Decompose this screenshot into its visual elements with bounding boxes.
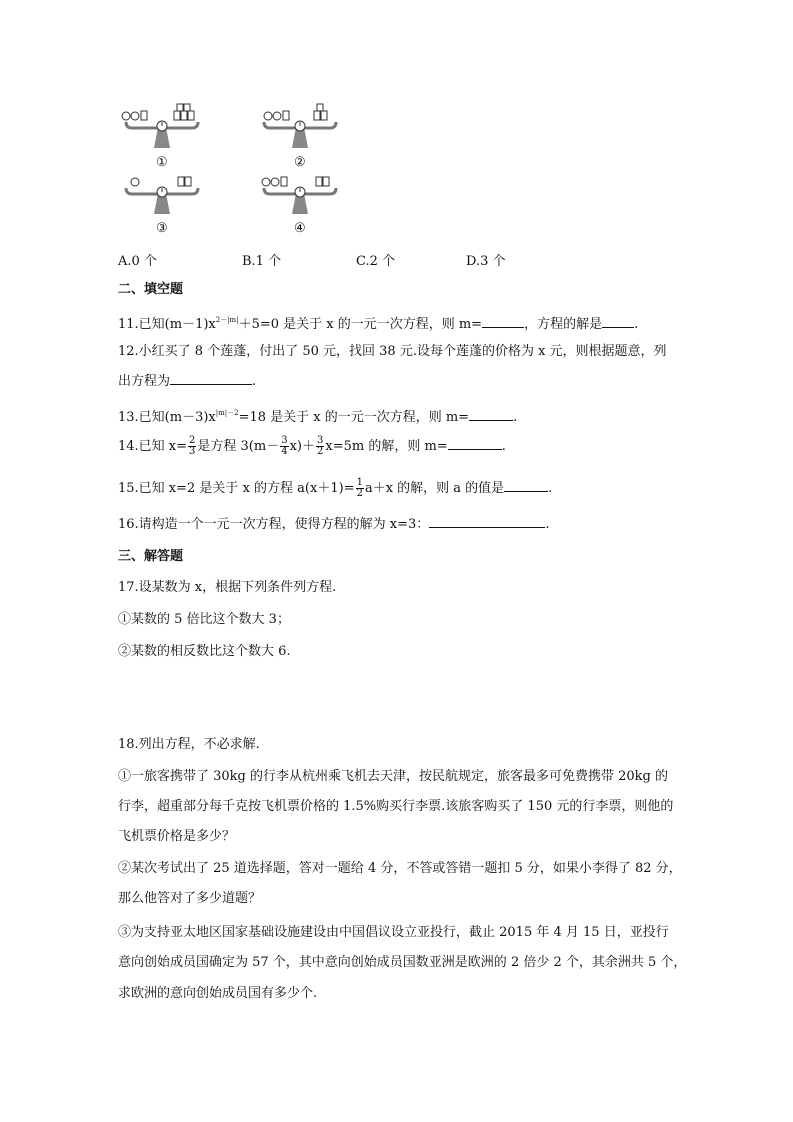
option-a: A.0 个 [118,254,157,269]
scale-label-3: ③ [156,221,168,236]
question-17-line-1: 17.设某数为 x，根据下列条件列方程. [118,580,337,595]
question-18-line-7: ③为支持亚太地区国家基础设施建设由中国倡议设立亚投行，截止 2015 年 4 月 15 日，亚投行 [118,925,669,940]
balance-scale-4 [256,166,346,236]
q12-blank-equation[interactable] [170,374,252,385]
q11-text-2: ＋5=0 是关于 x 的一元一次方程，则 m= [238,317,483,332]
q11-text-3: ，方程的解是 [524,317,603,332]
q14-text-3: x)＋ [289,439,315,454]
section-title-solutions: 三、解答题 [118,549,184,564]
question-18-line-1: 18.列出方程，不必求解. [118,737,260,752]
q12-text-1: 出方程为 [118,374,171,389]
question-18-line-2: ①一旅客携带了 30kg 的行李从杭州乘飞机去天津，按民航规定，旅客最多可免费携带 20kg 的 [118,769,669,784]
question-17-line-3: ②某数的相反数比这个数大 6. [118,644,291,659]
q13-text-1: 13.已知(m－3)x [118,410,216,425]
q13-blank-m[interactable] [469,410,513,421]
q15-fraction: $\frac{1}{2}$ [356,477,363,499]
scale-3-drawing [118,166,208,216]
section-title-fill-in: 二、填空题 [118,282,184,297]
question-15 [118,478,552,499]
question-18-line-3: 行李，超重部分每千克按飞机票价格的 1.5%购买行李票.该旅客购买了 150 元的行李票，则他的 [118,799,674,814]
question-18-line-6: 那么他答对了多少道题？ [118,891,262,906]
balance-scales-figure [118,100,378,240]
q15-blank-a[interactable] [504,481,548,492]
question-13 [118,405,517,426]
q12-text-2: . [252,374,257,389]
q11-text-1: 11.已知(m－1)x [118,317,216,332]
q14-text-5: . [501,439,506,454]
balance-scale-1 [118,100,208,170]
q14-fraction-2: $\frac{3}{4}$ [281,435,288,457]
question-18-line-9: 求欧洲的意向创始成员国有多少个. [118,986,318,1001]
question-12-line-2 [118,374,256,390]
question-18-line-4: 飞机票价格是多少？ [118,829,236,844]
q11-blank-m[interactable] [482,317,524,328]
q11-exponent: 2－|m| [215,316,239,324]
option-b: B.1 个 [242,254,282,269]
q14-text-4: x=5m 的解，则 m= [325,439,448,454]
q13-text-3: . [513,410,518,425]
q16-text-2: . [545,517,550,532]
q11-text-4: . [634,317,639,332]
question-17-line-2: ①某数的 5 倍比这个数大 3； [118,612,290,627]
q11-blank-solution[interactable] [602,317,634,328]
q15-text-3: . [548,481,553,496]
scale-label-1: ① [156,155,168,170]
q16-blank-equation[interactable] [429,517,545,528]
balance-scale-2 [256,100,346,170]
scale-2-drawing [256,100,346,150]
option-c: C.2 个 [356,254,396,269]
scale-label-4: ④ [294,221,306,236]
balance-scale-3 [118,166,208,236]
question-12-line-1: 12.小红买了 8 个莲蓬，付出了 50 元，找回 38 元.设每个莲蓬的价格为 x 元，则根据题意，列 [118,344,667,359]
scale-label-2: ② [294,155,306,170]
question-18-line-5: ②某次考试出了 25 道选择题，答对一题给 4 分，不答或答错一题扣 5 分，如果小李得了 82 分， [118,861,682,876]
question-16 [118,517,549,533]
q15-text-1: 15.已知 x=2 是关于 x 的方程 a(x＋1)= [118,481,355,496]
option-d: D.3 个 [466,254,506,269]
q14-text-1: 14.已知 x= [118,439,188,454]
q13-exponent: |m|－2 [215,409,239,417]
q15-text-2: a＋x 的解，则 a 的值是 [364,481,505,496]
q14-blank-m[interactable] [448,439,502,450]
question-11 [118,312,638,333]
scale-1-drawing [118,100,208,150]
q14-fraction-1: $\frac{2}{3}$ [189,435,196,457]
q14-text-2: 是方程 3(m－ [197,439,280,454]
q14-fraction-3: $\frac{3}{2}$ [317,435,324,457]
question-14 [118,436,506,457]
q16-text-1: 16.请构造一个一元一次方程，使得方程的解为 x=3： [118,517,430,532]
q13-text-2: =18 是关于 x 的一元一次方程，则 m= [238,410,470,425]
scale-4-drawing [256,166,346,216]
question-18-line-8: 意向创始成员国确定为 57 个，其中意向创始成员国数亚洲是欧洲的 2 倍少 2 个，其余洲共 5 个， [118,955,687,970]
